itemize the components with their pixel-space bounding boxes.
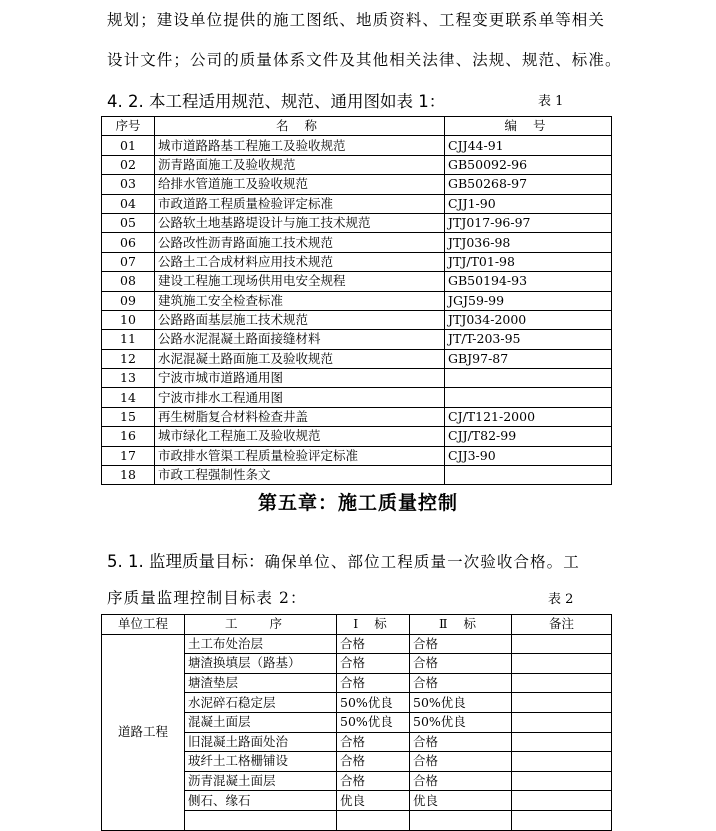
cell-empty <box>512 810 612 830</box>
cell-unit: 道路工程 <box>102 634 185 830</box>
cell-process: 混凝土面层 <box>185 712 337 732</box>
cell-name: 公路软土地基路堤设计与施工技术规范 <box>155 213 445 232</box>
table-row <box>102 388 612 407</box>
cell-goal-2: 合格 <box>410 732 512 752</box>
table-row <box>102 369 612 388</box>
cell-code: JTJ/T01-98 <box>445 252 612 271</box>
table-header-row <box>102 117 612 136</box>
cell-name: 建设工程施工现场供用电安全规程 <box>155 272 445 291</box>
cell-code <box>445 369 612 388</box>
cell-no: 03 <box>102 175 155 194</box>
header-remark: 备注 <box>512 615 612 635</box>
cell-name: 公路改性沥青路面施工技术规范 <box>155 233 445 252</box>
cell-remark <box>512 654 612 674</box>
cell-name: 城市道路路基工程施工及验收规范 <box>155 136 445 155</box>
cell-goal-2: 优良 <box>410 791 512 811</box>
table-row <box>102 252 612 271</box>
section-5-1-line-2: 序质量监理控制目标表 2： <box>107 589 307 607</box>
cell-name: 市政工程强制性条文 <box>155 466 445 485</box>
header-goal-1: Ⅰ 标 <box>337 615 410 635</box>
cell-name: 市政排水管渠工程质量检验评定标准 <box>155 446 445 465</box>
cell-code <box>445 466 612 485</box>
table-row <box>102 175 612 194</box>
cell-name: 公路土工合成材料应用技术规范 <box>155 252 445 271</box>
cell-code: JGJ59-99 <box>445 291 612 310</box>
cell-code: JTJ017-96-97 <box>445 213 612 232</box>
header-no: 序号 <box>102 117 155 136</box>
cell-goal-2: 合格 <box>410 771 512 791</box>
cell-process: 土工布处治层 <box>185 634 337 654</box>
cell-no: 18 <box>102 466 155 485</box>
cell-no: 12 <box>102 349 155 368</box>
cell-no: 02 <box>102 155 155 174</box>
cell-code: JTJ034-2000 <box>445 310 612 329</box>
cell-goal-2: 50%优良 <box>410 712 512 732</box>
table-row <box>102 446 612 465</box>
cell-name: 公路路面基层施工技术规范 <box>155 310 445 329</box>
cell-process: 侧石、缘石 <box>185 791 337 811</box>
cell-code: JT/T-203-95 <box>445 330 612 349</box>
cell-remark <box>512 634 612 654</box>
cell-empty <box>337 810 410 830</box>
cell-no: 17 <box>102 446 155 465</box>
cell-empty <box>410 810 512 830</box>
standards-table <box>101 116 612 485</box>
header-process: 工 序 <box>185 615 337 635</box>
cell-name: 宁波市城市道路通用图 <box>155 369 445 388</box>
header-unit: 单位工程 <box>102 615 185 635</box>
table-row <box>102 213 612 232</box>
cell-process: 玻纤土工格栅铺设 <box>185 752 337 772</box>
cell-code: GB50092-96 <box>445 155 612 174</box>
cell-goal-1: 合格 <box>337 634 410 654</box>
cell-name: 水泥混凝土路面施工及验收规范 <box>155 349 445 368</box>
cell-goal-1: 50%优良 <box>337 693 410 713</box>
table-header-row <box>102 615 612 635</box>
section-5-1-line-1 <box>107 548 580 572</box>
section-5-1-text: 确保单位、部位工程质量一次验收合格。工 <box>264 553 580 571</box>
cell-no: 13 <box>102 369 155 388</box>
cell-no: 07 <box>102 252 155 271</box>
cell-remark <box>512 791 612 811</box>
header-name: 名 称 <box>155 117 445 136</box>
cell-process: 塘渣换填层（路基） <box>185 654 337 674</box>
cell-goal-2: 合格 <box>410 752 512 772</box>
cell-goal-1: 合格 <box>337 752 410 772</box>
cell-no: 10 <box>102 310 155 329</box>
cell-goal-1: 合格 <box>337 732 410 752</box>
cell-remark <box>512 712 612 732</box>
cell-goal-2: 合格 <box>410 673 512 693</box>
cell-name: 市政道路工程质量检验评定标准 <box>155 194 445 213</box>
table-row <box>102 155 612 174</box>
table-row <box>102 233 612 252</box>
cell-code: JTJ036-98 <box>445 233 612 252</box>
cell-code: GB50194-93 <box>445 272 612 291</box>
table-row <box>102 466 612 485</box>
cell-no: 15 <box>102 407 155 426</box>
cell-name: 宁波市排水工程通用图 <box>155 388 445 407</box>
cell-process: 沥青混凝土面层 <box>185 771 337 791</box>
cell-process: 水泥碎石稳定层 <box>185 693 337 713</box>
table-2-label: 表 2 <box>548 592 574 607</box>
table-row <box>102 349 612 368</box>
cell-name: 沥青路面施工及验收规范 <box>155 155 445 174</box>
cell-name: 给排水管道施工及验收规范 <box>155 175 445 194</box>
cell-process: 旧混凝土路面处治 <box>185 732 337 752</box>
cell-code <box>445 388 612 407</box>
cell-no: 04 <box>102 194 155 213</box>
cell-code: CJ/T121-2000 <box>445 407 612 426</box>
cell-empty <box>185 810 337 830</box>
cell-no: 06 <box>102 233 155 252</box>
table-row <box>102 310 612 329</box>
table-row <box>102 136 612 155</box>
section-5-1-heading: 5. 1. 监理质量目标： <box>107 552 265 571</box>
cell-no: 01 <box>102 136 155 155</box>
cell-name: 公路水泥混凝土路面接缝材料 <box>155 330 445 349</box>
intro-line-2: 设计文件；公司的质量体系文件及其他相关法律、法规、规范、标准。 <box>107 51 622 69</box>
cell-goal-1: 合格 <box>337 771 410 791</box>
cell-remark <box>512 732 612 752</box>
cell-no: 11 <box>102 330 155 349</box>
table-row <box>102 194 612 213</box>
cell-no: 05 <box>102 213 155 232</box>
table-row <box>102 330 612 349</box>
cell-goal-2: 合格 <box>410 654 512 674</box>
cell-no: 08 <box>102 272 155 291</box>
table-row <box>102 407 612 426</box>
cell-no: 14 <box>102 388 155 407</box>
cell-name: 再生树脂复合材料检查井盖 <box>155 407 445 426</box>
table-row <box>102 291 612 310</box>
cell-goal-2: 50%优良 <box>410 693 512 713</box>
cell-remark <box>512 771 612 791</box>
cell-no: 09 <box>102 291 155 310</box>
cell-goal-1: 合格 <box>337 673 410 693</box>
cell-no: 16 <box>102 427 155 446</box>
cell-remark <box>512 693 612 713</box>
cell-name: 城市绿化工程施工及验收规范 <box>155 427 445 446</box>
cell-remark <box>512 752 612 772</box>
table-row <box>102 634 612 654</box>
quality-target-table <box>101 614 612 831</box>
cell-code: GBJ97-87 <box>445 349 612 368</box>
table-1-label: 表 1 <box>538 94 564 109</box>
header-goal-2: Ⅱ 标 <box>410 615 512 635</box>
cell-process: 塘渣垫层 <box>185 673 337 693</box>
cell-goal-1: 优良 <box>337 791 410 811</box>
cell-code: CJJ/T82-99 <box>445 427 612 446</box>
table-row <box>102 272 612 291</box>
cell-remark <box>512 673 612 693</box>
cell-code: CJJ1-90 <box>445 194 612 213</box>
cell-name: 建筑施工安全检查标准 <box>155 291 445 310</box>
cell-goal-1: 50%优良 <box>337 712 410 732</box>
table-row <box>102 427 612 446</box>
header-code: 编 号 <box>445 117 612 136</box>
cell-code: CJJ44-91 <box>445 136 612 155</box>
section-4-2-heading: 4. 2. 本工程适用规范、规范、通用图如表 1： <box>107 92 446 111</box>
cell-goal-2: 合格 <box>410 634 512 654</box>
intro-line-1: 规划；建设单位提供的施工图纸、地质资料、工程变更联系单等相关 <box>107 11 606 29</box>
cell-code: CJJ3-90 <box>445 446 612 465</box>
chapter-title: 第五章：施工质量控制 <box>257 492 458 514</box>
cell-goal-1: 合格 <box>337 654 410 674</box>
cell-code: GB50268-97 <box>445 175 612 194</box>
